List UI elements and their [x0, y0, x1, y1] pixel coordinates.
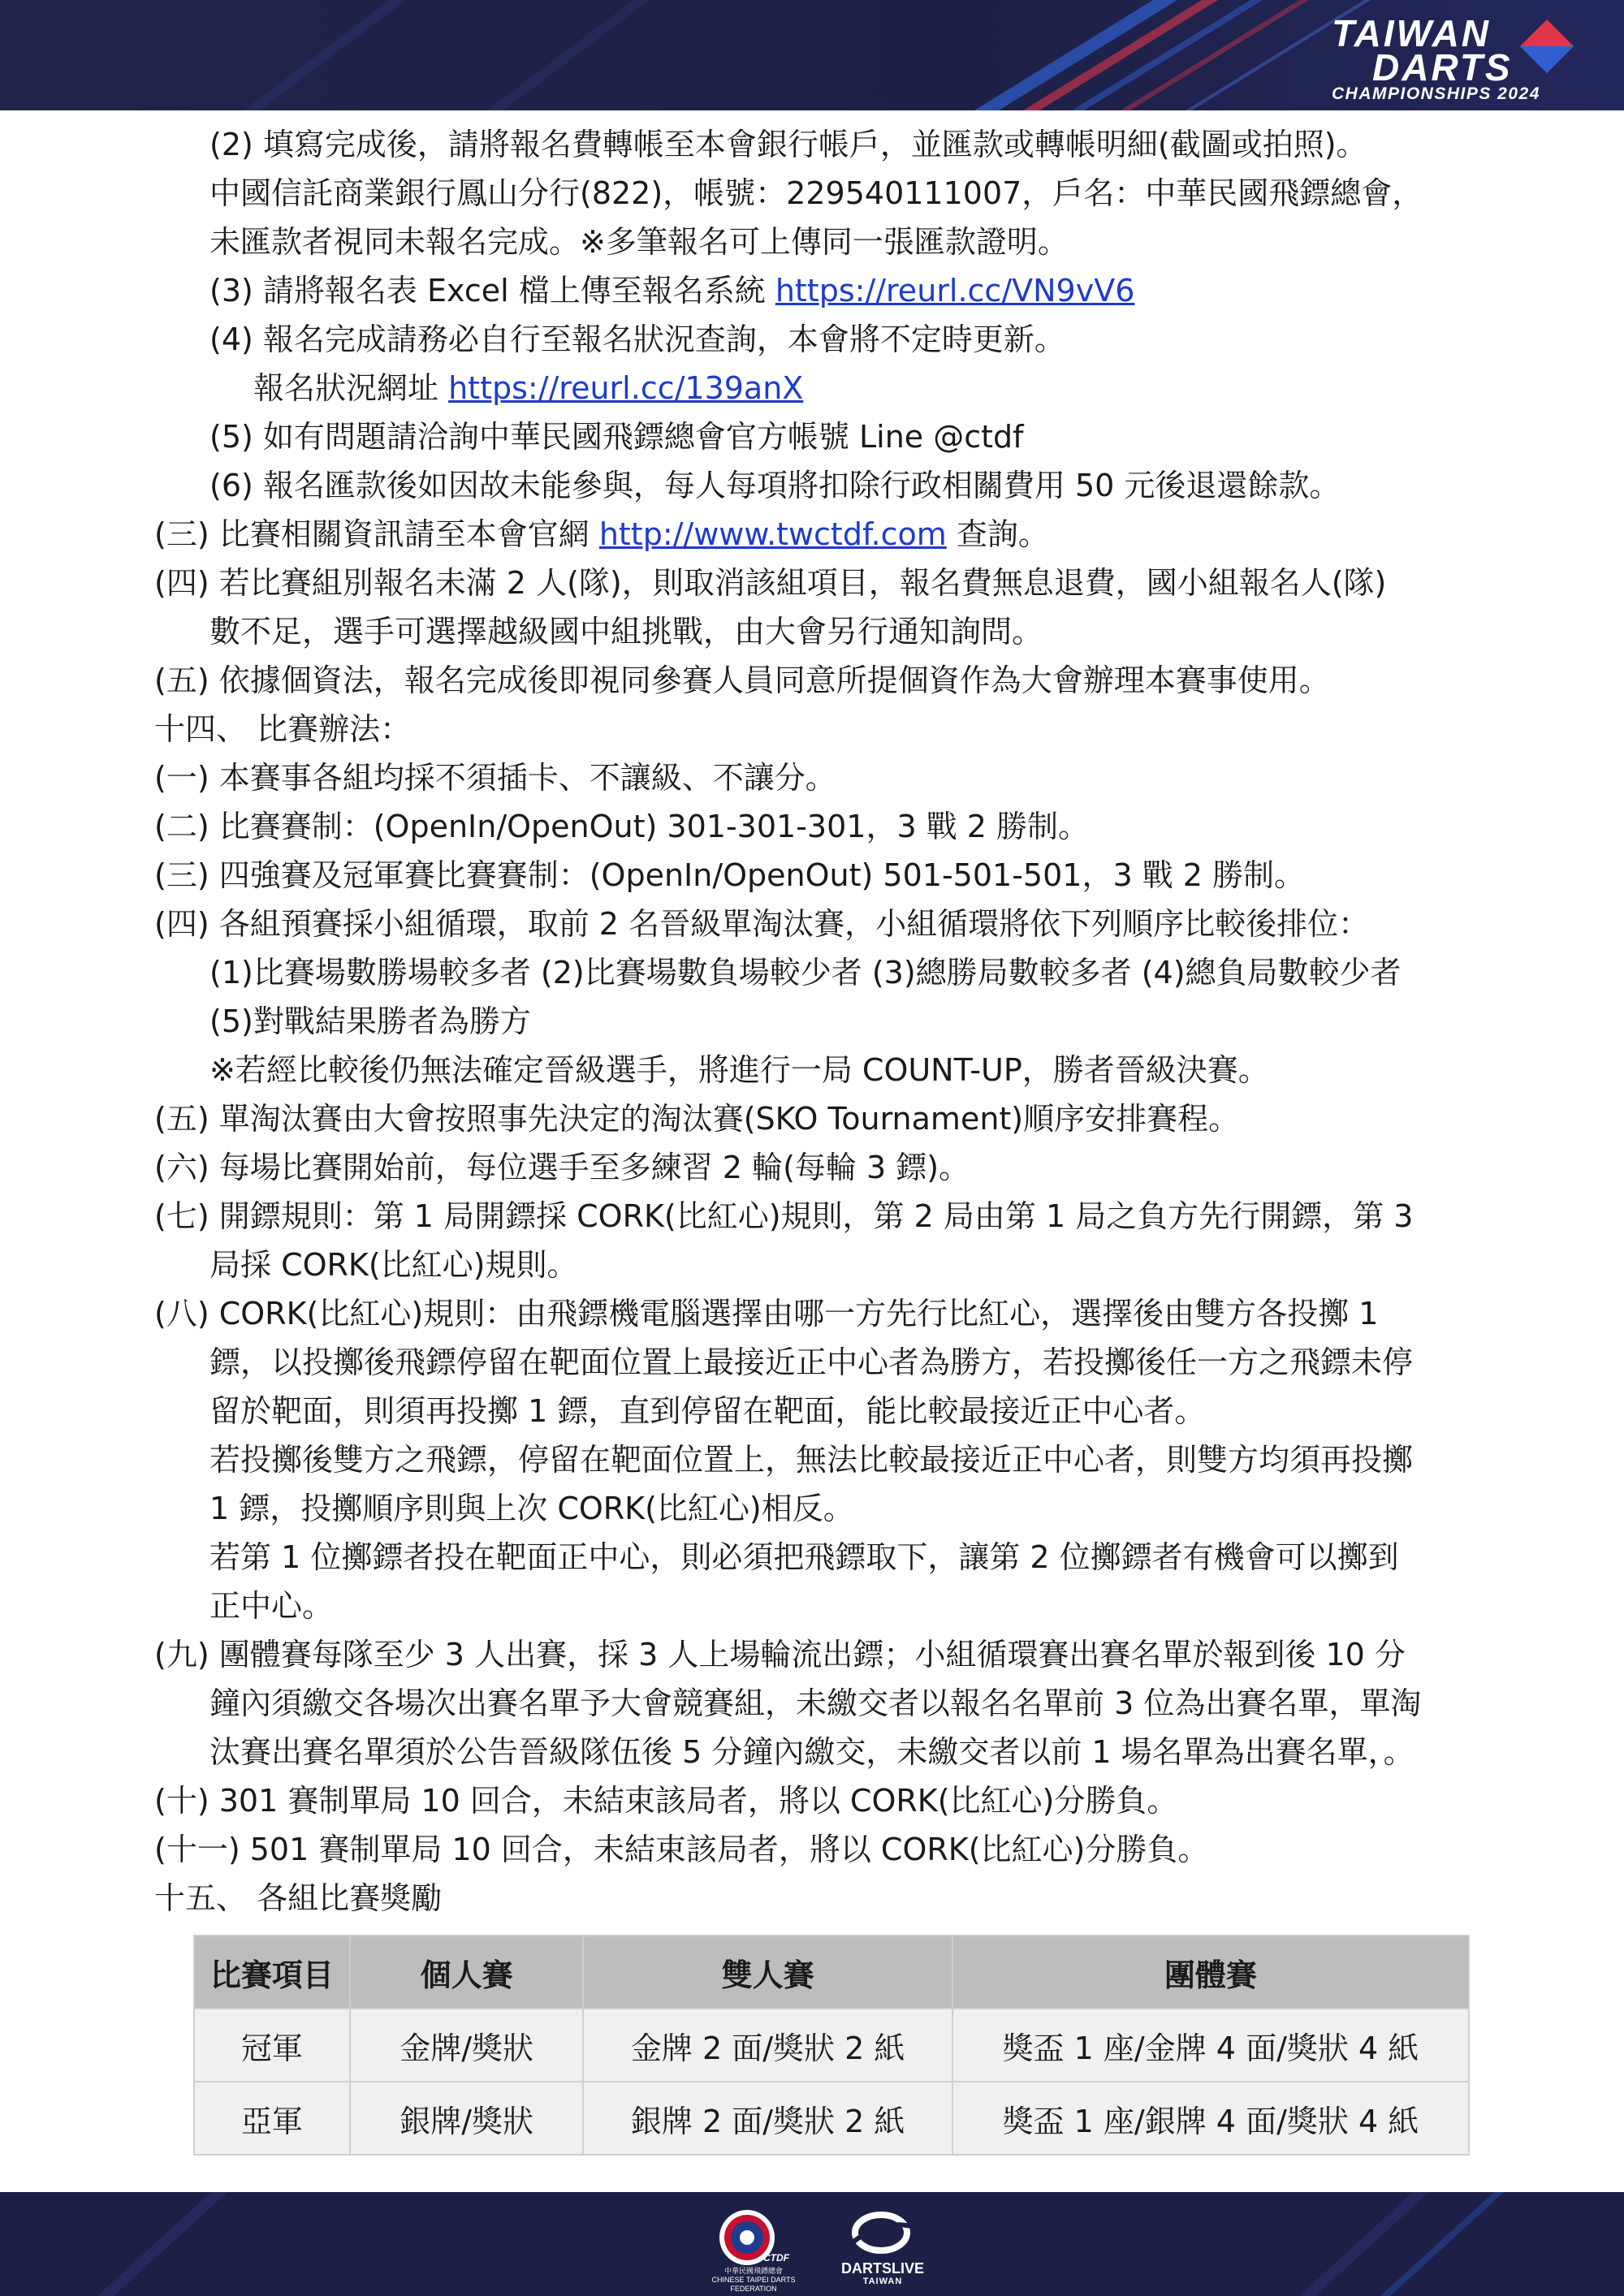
text-line — [154, 1630, 1478, 1679]
line-text: (四) 各組預賽採小組循環，取前 2 名晉級單淘汰賽，小組循環將依下列順序比較後排位： — [154, 906, 1370, 942]
line-text: (二) 比賽賽制：(OpenIn/OpenOut) 301-301-301，3 戰 2 勝制。 — [154, 809, 1090, 844]
line-text: (五) 單淘汰賽由大會按照事先決定的淘汰賽(SKO Tournament)順序安排賽程。 — [154, 1101, 1240, 1137]
line-text: (五) 依據個資法，報名完成後即視同參賽人員同意所提個資作為大會辦理本賽事使用。 — [154, 662, 1330, 698]
header-singles: 個人賽 — [350, 1936, 584, 2009]
line-text: (八) CORK(比紅心)規則：由飛鏢機電腦選擇由哪一方先行比紅心，選擇後由雙方各投擲 1 — [154, 1296, 1379, 1331]
line-text: ※若經比較後仍無法確定晉級選手，將進行一局 COUNT-UP，勝者晉級決賽。 — [209, 1052, 1269, 1088]
text-line — [154, 1874, 1478, 1923]
awards-table — [193, 1935, 1470, 2156]
line-text: (三) 比賽相關資訊請至本會官網 — [154, 516, 599, 552]
logo-diamond-icon — [1518, 18, 1575, 75]
line-text: 鐘內須繳交各場次出賽名單予大會競賽組，未繳交者以報名名單前 3 位為出賽名單，單淘 — [209, 1685, 1422, 1721]
text-line — [154, 948, 1478, 997]
line-text: 汰賽出賽名單須於公告晉級隊伍後 5 分鐘內繳交，未繳交者以前 1 場名單為出賽名單，。 — [209, 1734, 1415, 1770]
footer-banner — [0, 2192, 1624, 2296]
text-line — [154, 1582, 1478, 1630]
awards-table-header-row — [194, 1936, 1469, 2009]
ctdf-caption — [689, 2267, 818, 2294]
line-text: (四) 若比賽組別報名未滿 2 人(隊)，則取消該組項目，報名費無息退費，國小組報名人(隊) — [154, 565, 1387, 601]
text-line — [154, 1825, 1478, 1874]
text-line — [154, 851, 1478, 900]
taiwan-darts-logo — [1332, 11, 1575, 103]
line-text: 局採 CORK(比紅心)規則。 — [209, 1247, 578, 1283]
hyperlink[interactable]: http://www.twctdf.com — [598, 516, 947, 552]
text-line — [154, 802, 1478, 851]
dartslive-region: TAIWAN — [862, 2277, 903, 2286]
text-line — [154, 1289, 1478, 1338]
text-line — [154, 364, 1478, 412]
text-line — [154, 1776, 1478, 1825]
text-line — [154, 510, 1478, 559]
text-line — [154, 1387, 1478, 1435]
line-text: (十一) 501 賽制單局 10 回合，未結束該局者，將以 CORK(比紅心)分勝負。 — [154, 1832, 1209, 1867]
line-text: 數不足，選手可選擇越級國中組挑戰，由大會另行通知詢問。 — [209, 614, 1043, 650]
line-text: (三) 四強賽及冠軍賽比賽賽制：(OpenIn/OpenOut) 501-501-501，3 戰 2 勝制。 — [154, 857, 1306, 893]
line-text: (2) 填寫完成後，請將報名費轉帳至本會銀行帳戶，並匯款或轉帳明細(截圖或拍照)。 — [209, 127, 1367, 162]
dartslive-logo-text — [830, 2260, 935, 2286]
line-text: 留於靶面，則須再投擲 1 鏢，直到停留在靶面，能比較最接近正中心者。 — [209, 1393, 1206, 1429]
table-cell: 銀牌 2 面/獎狀 2 紙 — [583, 2082, 952, 2155]
header-team: 團體賽 — [952, 1936, 1469, 2009]
text-line — [154, 607, 1478, 656]
ctdf-abbreviation: CTDF — [763, 2252, 789, 2264]
text-line — [154, 656, 1478, 705]
text-line — [154, 1728, 1478, 1776]
line-text: 1 鏢，投擲順序則與上次 CORK(比紅心)相反。 — [209, 1491, 854, 1526]
line-text: 正中心。 — [209, 1588, 334, 1624]
line-text: (一) 本賽事各組均採不須插卡、不讓級、不讓分。 — [154, 760, 836, 796]
logo-text-darts: DARTS — [1372, 46, 1513, 88]
logo-text-taiwan: TAIWAN — [1332, 12, 1492, 54]
header-doubles: 雙人賽 — [583, 1936, 952, 2009]
text-line — [154, 461, 1478, 510]
text-line — [154, 315, 1478, 364]
line-text: 報名狀況網址 — [253, 370, 449, 406]
line-text: (九) 團體賽每隊至少 3 人出賽，採 3 人上場輪流出鏢；小組循環賽出賽名單於報到後 10 分 — [154, 1637, 1406, 1672]
table-cell: 金牌 2 面/獎狀 2 紙 — [583, 2009, 952, 2082]
line-text: (5) 如有問題請洽詢中華民國飛鏢總會官方帳號 Line @ctdf — [209, 419, 1024, 455]
text-line — [154, 169, 1478, 218]
text-line — [154, 753, 1478, 802]
text-line — [154, 1241, 1478, 1289]
text-line — [154, 559, 1478, 607]
hyperlink[interactable]: https://reurl.cc/VN9vV6 — [775, 273, 1135, 309]
table-row — [194, 2082, 1469, 2155]
ctdf-name-en: CHINESE TAIPEI DARTS FEDERATION — [711, 2276, 796, 2293]
line-text: 鏢，以投擲後飛鏢停留在靶面位置上最接近正中心者為勝方，若投擲後任一方之飛鏢未停 — [209, 1344, 1414, 1380]
line-text: (4) 報名完成請務必自行至報名狀況查詢，本會將不定時更新。 — [209, 322, 1065, 357]
text-line — [154, 1484, 1478, 1533]
table-row — [194, 2009, 1469, 2082]
line-text: 中國信託商業銀行鳳山分行(822)，帳號：229540111007，戶名：中華民國飛鏢總會， — [209, 175, 1423, 211]
line-text: (6) 報名匯款後如因故未能參與，每人每項將扣除行政相關費用 50 元後退還餘款。 — [209, 468, 1341, 503]
line-text: 若第 1 位擲鏢者投在靶面正中心，則必須把飛鏢取下，讓第 2 位擲鏢者有機會可以擲到 — [209, 1539, 1399, 1575]
text-line — [154, 218, 1478, 266]
line-text: 未匯款者視同未報名完成。※多筆報名可上傳同一張匯款證明。 — [209, 224, 1069, 260]
header-banner — [0, 0, 1624, 110]
text-line — [154, 412, 1478, 461]
text-line — [154, 1533, 1478, 1582]
text-line — [154, 1435, 1478, 1484]
row-label-runner-up: 亞軍 — [194, 2082, 350, 2155]
text-line — [154, 997, 1478, 1046]
text-line — [154, 900, 1478, 948]
logo-text-championships: CHAMPIONSHIPS 2024 — [1332, 84, 1540, 103]
table-cell: 獎盃 1 座/金牌 4 面/獎狀 4 紙 — [952, 2009, 1469, 2082]
text-line — [154, 120, 1478, 169]
line-text: (七) 開鏢規則：第 1 局開鏢採 CORK(比紅心)規則，第 2 局由第 1 局之負方先行開鏢，第 3 — [154, 1198, 1414, 1234]
regulations-text — [154, 120, 1478, 1923]
line-text-after-link: 查詢。 — [946, 516, 1049, 552]
text-line — [154, 705, 1478, 753]
table-cell: 金牌/獎狀 — [350, 2009, 584, 2082]
header-event-type: 比賽項目 — [194, 1936, 350, 2009]
row-label-champion: 冠軍 — [194, 2009, 350, 2082]
text-line — [154, 1192, 1478, 1241]
line-text: 十五、 各組比賽獎勵 — [154, 1880, 443, 1916]
hyperlink[interactable]: https://reurl.cc/139anX — [448, 370, 804, 406]
text-line — [154, 1143, 1478, 1192]
table-cell: 獎盃 1 座/銀牌 4 面/獎狀 4 紙 — [952, 2082, 1469, 2155]
line-text: 十四、 比賽辦法： — [154, 711, 412, 747]
line-text: (5)對戰結果勝者為勝方 — [209, 1003, 531, 1039]
line-text: (十) 301 賽制單局 10 回合，未結束該局者，將以 CORK(比紅心)分勝負。 — [154, 1783, 1178, 1819]
table-cell: 銀牌/獎狀 — [350, 2082, 584, 2155]
text-line — [154, 1679, 1478, 1728]
ctdf-name-cn: 中華民國飛鏢總會 — [723, 2267, 783, 2275]
line-text: (六) 每場比賽開始前，每位選手至多練習 2 輪(每輪 3 鏢)。 — [154, 1150, 970, 1185]
text-line — [154, 266, 1478, 315]
text-line — [154, 1046, 1478, 1094]
line-text: (1)比賽場數勝場較多者 (2)比賽場數負場較少者 (3)總勝局數較多者 (4)總負局數較少者 — [209, 955, 1402, 990]
text-line — [154, 1094, 1478, 1143]
line-text: (3) 請將報名表 Excel 檔上傳至報名系統 — [209, 273, 775, 309]
dartslive-name: DARTSLIVE — [840, 2260, 924, 2277]
text-line — [154, 1338, 1478, 1387]
line-text: 若投擲後雙方之飛鏢，停留在靶面位置上，無法比較最接近正中心者，則雙方均須再投擲 — [209, 1442, 1414, 1478]
